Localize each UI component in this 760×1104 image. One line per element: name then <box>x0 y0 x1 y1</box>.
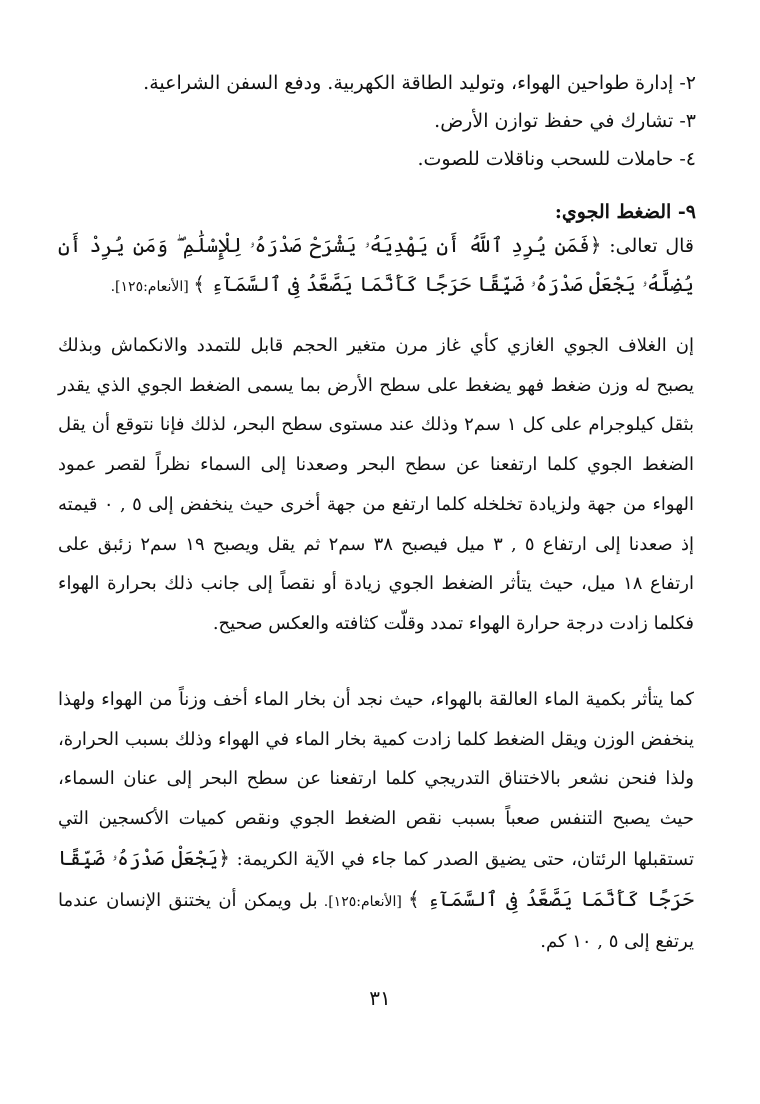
body-paragraph: إن الغلاف الجوي الغازي كأي غاز مرن متغير الحجم قابل للتمدد والانكماش وبذلك يصبح له وزن ضغط فهو يضغط على سطح الأرض بما يسمى الضغط الجوي الذي يقدر بثقل كيلوجرام على كل ١ سم٢ وذلك عند مستوى سطح البحر، لذلك فإنا نتوقع أن يقل الضغط الجوي كلما ارتفعنا عن سطح البحر وصعدنا إلى السماء نظراً لقصر عمود الهواء من جهة ولزيادة تخلخله كلما ارتفع من جهة أخرى حيث ينخفض إلى ٥ , ٠ قيمته إذ صعدنا إلى ارتفاع ٥ , ٣ ميل فيصبح ٣٨ سم٢ ثم يقل ويصبح ١٩ سم٢ زئبق على ارتفاع ١٨ ميل، حيث يتأثر الضغط الجوي زيادة أو نقصاً إلى جانب ذلك بحرارة الهواء فكلما زادت درجة حرارة الهواء تمدد وقلّت كثافته والعكس صحيح. <box>58 335 695 634</box>
list-item: ٣- تشارك في حفظ توازن الأرض. <box>434 110 696 132</box>
paragraph-text: كما يتأثر بكمية الماء العالقة بالهواء، حيث نجد أن بخار الماء أخف وزناً من الهواء ولهذا ينخفض الوزن ويقل الضغط كلما زادت كمية بخار الماء في الهواء وذلك بسبب الحرارة، ولذا فنحن نشعر بالاختناق التدريجي كلما ارتفعنا عن سطح البحر إلى عنان السماء، حيث يصبح التنفس صعباً بسبب نقص الضغط الجوي ونقص كميات الأكسجين التي تستقبلها الرئتان، حتى يضيق الصدر كما جاء في الآية الكريمة: <box>58 689 694 870</box>
quran-verse: ﴿يَجْعَلْ صَدْرَهُۥ ضَيِّقًا حَرَجًا كَأَنَّمَا يَصَّعَّدُ فِى ٱلسَّمَآءِ ﴾ <box>58 845 694 911</box>
list-item: ٢- إدارة طواحين الهواء، وتوليد الطاقة الكهربية. ودفع السفن الشراعية. <box>143 72 696 94</box>
quran-verse: ﴿فَمَن يُرِدِ ٱللَّهُ أَن يَهْدِيَهُۥ يَشْرَحْ صَدْرَهُۥ لِلْإِسْلَٰمِ ۖ وَمَن يُرِدْ أَن يُضِلَّهُۥ يَجْعَلْ صَدْرَهُۥ ضَيِّقًا حَرَجًا كَأَنَّمَا يَصَّعَّدُ فِى ٱلسَّمَآءِ ﴾ <box>58 233 694 296</box>
list-item: ٤- حاملات للسحب وناقلات للصوت. <box>417 148 696 170</box>
verse-reference: [الأنعام:١٢٥]. <box>317 893 408 910</box>
numbered-list <box>56 64 696 178</box>
body-paragraph <box>58 680 694 962</box>
closing-text: بل ويمكن أن يختنق الإنسان عندما يرتفع إلى ٥ , ١٠ كم. <box>58 889 694 953</box>
quran-verse-block <box>58 226 694 306</box>
page-number: ٣١ <box>369 986 391 1010</box>
section-heading: ٩- الضغط الجوي: <box>554 201 696 223</box>
verse-reference: [الأنعام:١٢٥]. <box>110 279 194 295</box>
verse-intro: قال تعالى: <box>601 235 694 257</box>
